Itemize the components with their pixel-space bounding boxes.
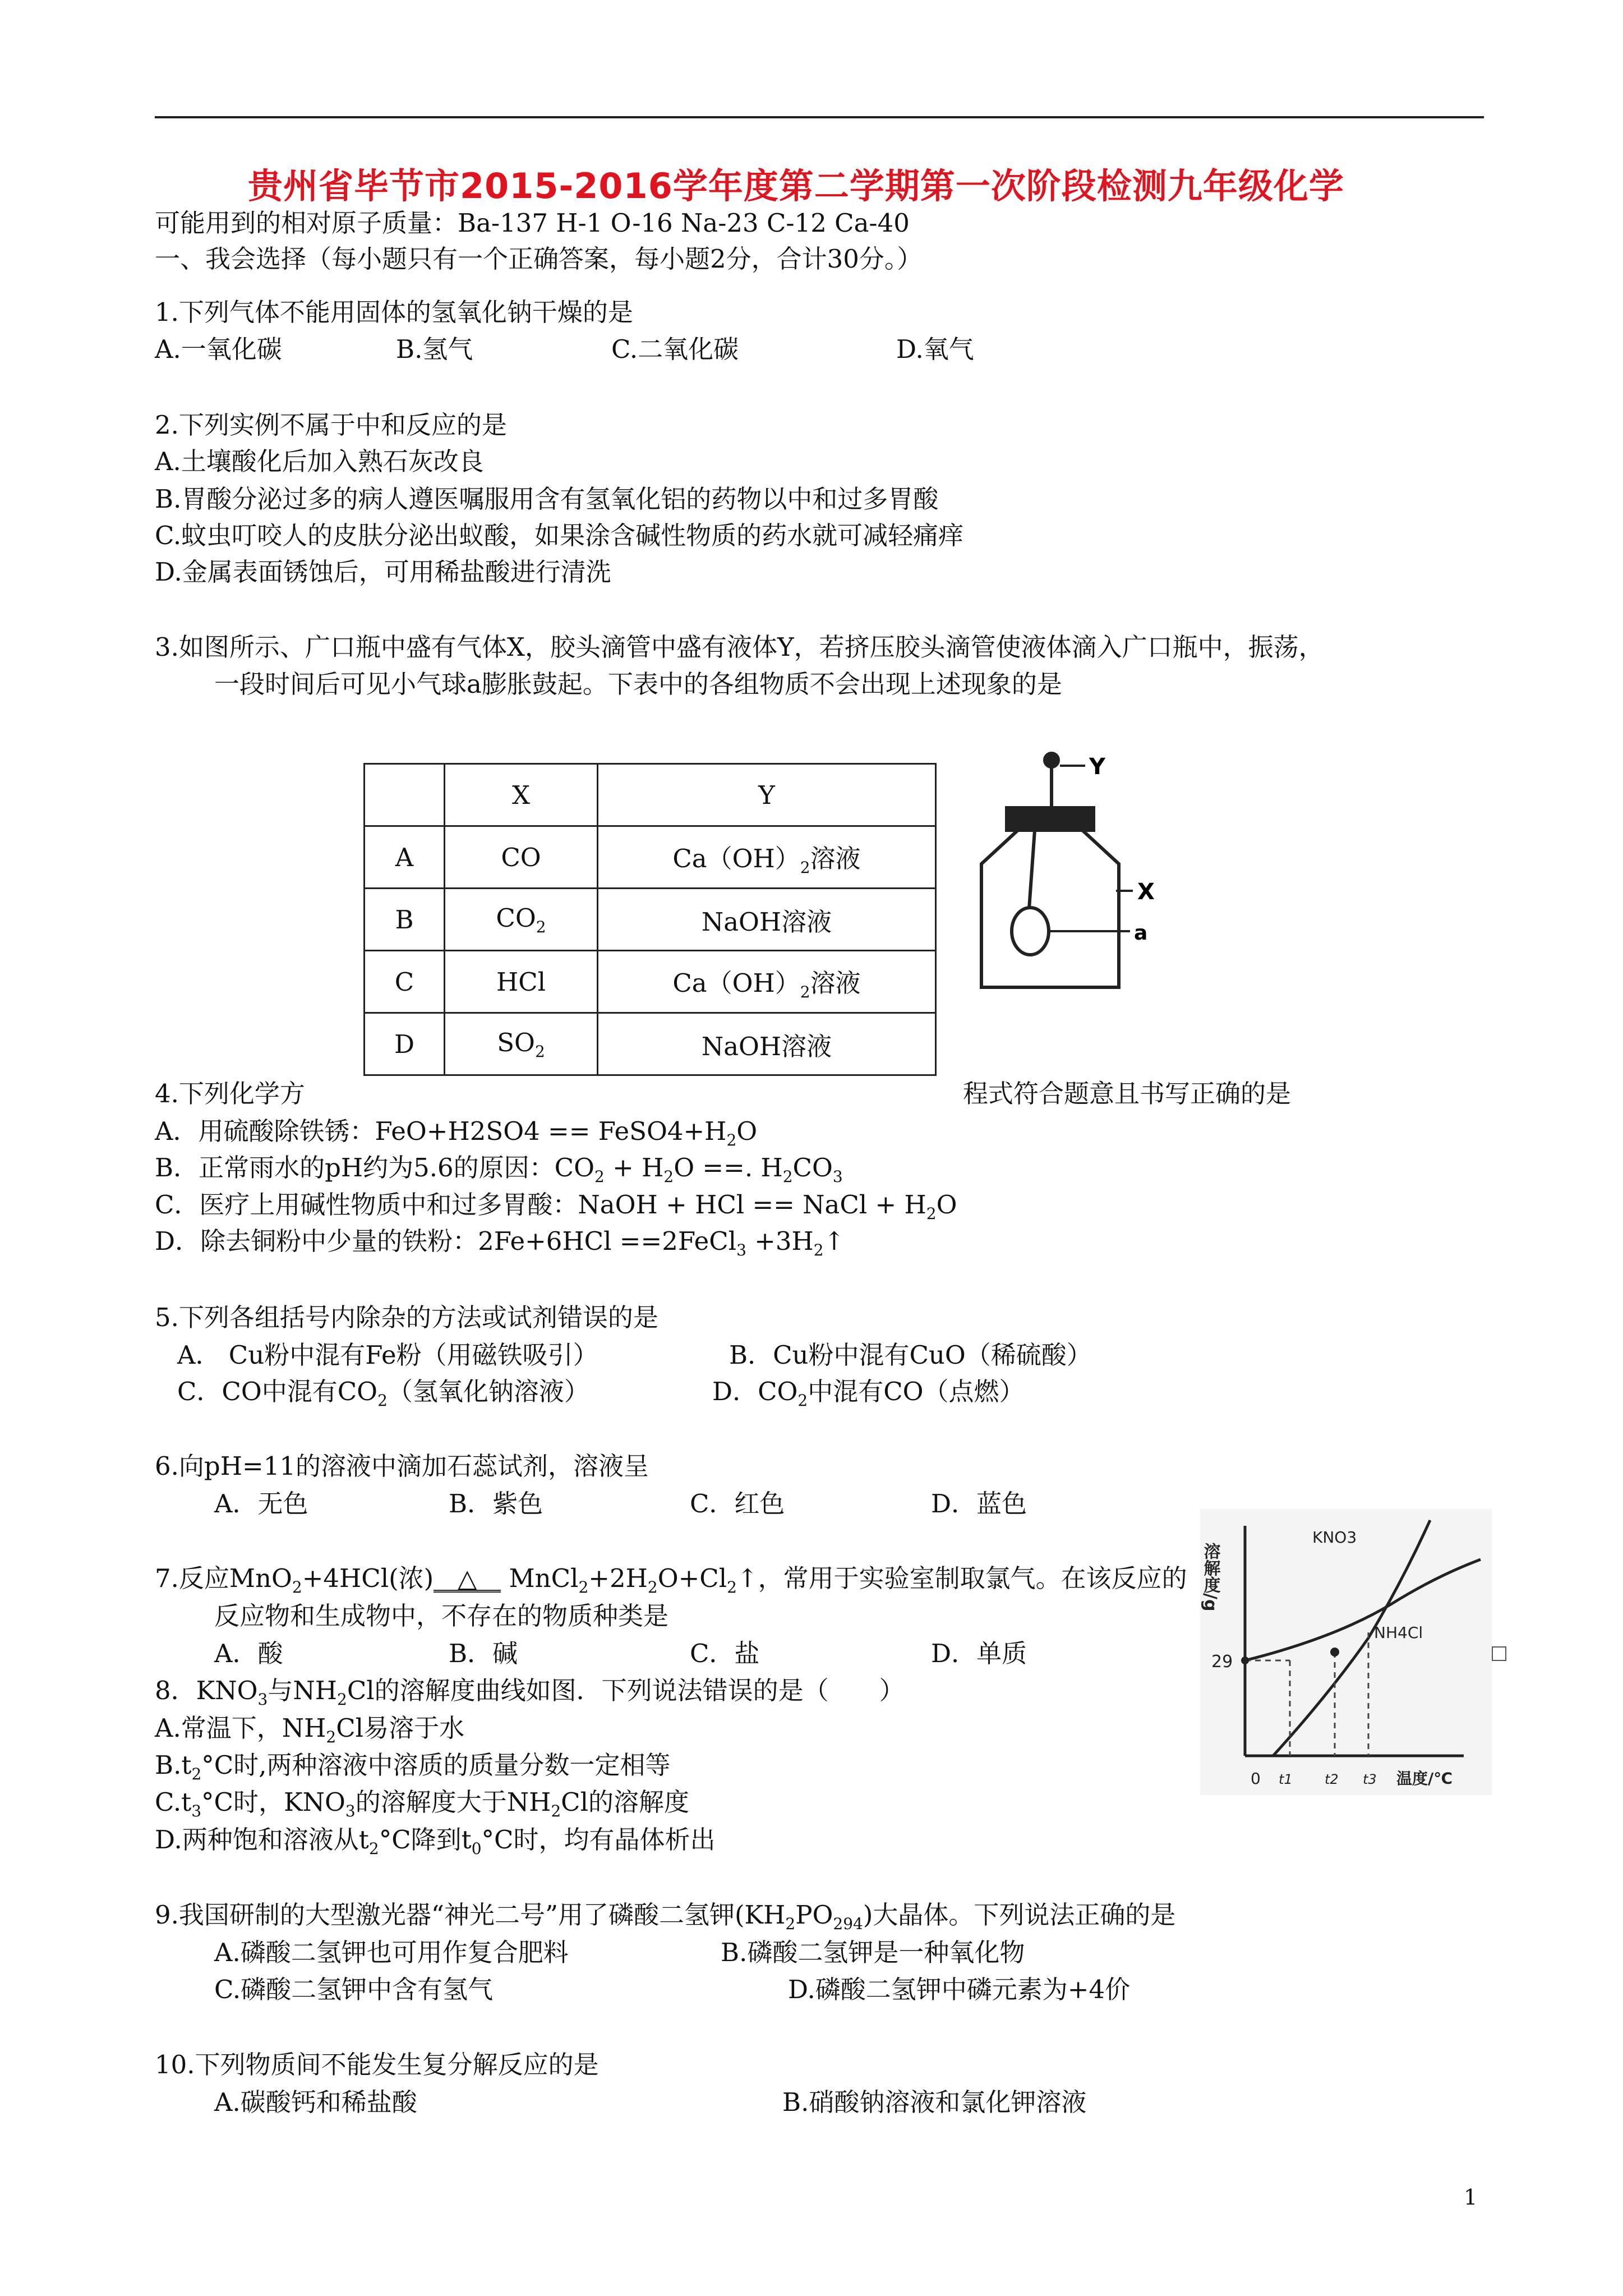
q9-option-d: D.磷酸二氢钾中磷元素为+4价	[788, 1975, 1131, 2004]
q5-option-a: A． Cu粉中混有Fe粉（用磁铁吸引）	[177, 1340, 598, 1370]
q9-option-b: B.磷酸二氢钾是一种氧化物	[721, 1938, 1025, 1967]
q5-option-c: C．CO中混有$CO_2$（氢氧化钠溶液）	[177, 1377, 589, 1410]
q4-stem-left: 4.下列化学方	[155, 1079, 305, 1108]
q9-stem: 9.我国研制的大型激光器“神光二号”用了磷酸二氢钾$(KH_2PO_{294})$大晶体。下列说法正确的是	[155, 1900, 1176, 1933]
q3-table	[363, 763, 937, 1076]
q4-option-b: B．正常雨水的pH约为5.6的原因：$CO_2 + H_2O$ ==. $H_2CO_3$	[155, 1153, 843, 1186]
graph-y-axis-label: 溶解度/g	[1200, 1543, 1220, 1612]
table-row	[365, 1013, 936, 1075]
q6-stem: 6.向pH=11的溶液中滴加石蕊试剂，溶液呈	[155, 1451, 649, 1481]
cell-x: CO	[445, 826, 598, 889]
q9-option-a: A.磷酸二氢钾也可用作复合肥料	[214, 1938, 569, 1967]
graph-t2: t2	[1325, 1772, 1339, 1787]
q10-stem: 10.下列物质间不能发生复分解反应的是	[155, 2050, 599, 2079]
diagram-label-a: a	[1134, 922, 1148, 945]
graph-nh4cl-label: NH4Cl	[1374, 1623, 1423, 1642]
top-rule	[155, 116, 1484, 118]
q4-option-d: D．除去铜粉中少量的铁粉：2Fe+6HCl ==2FeCl$_3$ $+3H_2↑$	[155, 1226, 845, 1259]
q1-option-a: A.一氧化碳	[155, 334, 282, 364]
q2-option-b: B.胃酸分泌过多的病人遵医嘱服用含有氢氧化铝的药物以中和过多胃酸	[155, 484, 939, 514]
graph-kno3-label: KNO3	[1312, 1528, 1357, 1547]
diagram-label-x: X	[1137, 879, 1155, 905]
graph-t3: t3	[1363, 1772, 1377, 1787]
table-header-y: Y	[598, 764, 936, 826]
q8-option-d: D.两种饱和溶液从$t_2^\circ C$降到$t_0^\circ C$时，均有晶体析出	[155, 1825, 716, 1858]
q8-option-a: A.常温下，$NH_2Cl$易溶于水	[155, 1713, 465, 1746]
q8-option-c: $C.t_3^\circ C$时，$KNO_3$的溶解度大于$NH_2Cl$的溶解度	[155, 1787, 689, 1820]
table-header-x: X	[445, 764, 598, 826]
q4-option-a: A．用硫酸除铁锈：$FeO+H2SO4 == FeSO4+H_2O$	[155, 1116, 758, 1149]
q4-option-c: C．医疗上用碱性物质中和过多胃酸：NaOH + HCl == NaCl + $H_2O$	[155, 1190, 957, 1223]
q2-option-c: C.蚊虫叮咬人的皮肤分泌出蚁酸，如果涂含碱性物质的药水就可减轻痛痒	[155, 521, 964, 550]
checkbox-icon	[1492, 1646, 1506, 1661]
table-row	[365, 951, 936, 1013]
cell-x: $CO_2$	[445, 889, 598, 951]
q1-option-b: B.氢气	[396, 334, 473, 364]
graph-origin: 0	[1251, 1769, 1261, 1788]
q8-stem: 8．$KNO_3$与$NH_2Cl$的溶解度曲线如图．下列说法错误的是（ ）	[155, 1676, 905, 1709]
row-label: A	[365, 826, 445, 889]
q2-option-a: A.土壤酸化后加入熟石灰改良	[155, 447, 484, 476]
q2-option-d: D.金属表面锈蚀后，可用稀盐酸进行清洗	[155, 557, 611, 587]
q7-option-a: A．酸	[214, 1639, 283, 1668]
page-title: 贵州省毕节市2015-2016学年度第二学期第一次阶段检测九年级化学	[248, 165, 1344, 206]
diagram-label-y: Y	[1089, 754, 1105, 780]
graph-t1: t1	[1279, 1772, 1293, 1787]
q7-stem-line1: 7.反应MnO$_2$+4HCl(浓) △ $MnCl_2+2H_2O+Cl_2↑$，常用于实验室制取氯气。在该反应的	[155, 1563, 1187, 1596]
q8-option-b: $B.t_2^\circ C$时,两种溶液中溶质的质量分数一定相等	[155, 1750, 671, 1783]
q10-option-b: B.硝酸钠溶液和氯化钾溶液	[782, 2087, 1087, 2117]
cell-y: NaOH溶液	[598, 1013, 936, 1075]
q6-option-b: B．紫色	[449, 1489, 543, 1519]
q1-option-d: D.氧气	[896, 334, 974, 364]
cell-y: $Ca(OH)_2$溶液	[598, 826, 936, 889]
q5-option-b: B．Cu粉中混有CuO（稀硫酸）	[729, 1340, 1092, 1370]
q1-stem: 1.下列气体不能用固体的氢氧化钠干燥的是	[155, 297, 633, 327]
cell-y: $Ca(OH)_2$溶液	[598, 951, 936, 1013]
table-row	[365, 764, 936, 826]
cell-y: NaOH溶液	[598, 889, 936, 951]
q6-option-a: A．无色	[214, 1489, 308, 1519]
q6-option-d: D．蓝色	[931, 1489, 1027, 1519]
cell-x: $SO_2$	[445, 1013, 598, 1075]
table-cell	[365, 764, 445, 826]
q10-option-a: A.碳酸钙和稀盐酸	[214, 2087, 417, 2117]
q5-stem: 5.下列各组括号内除杂的方法或试剂错误的是	[155, 1303, 658, 1332]
page-number: 1	[1464, 2185, 1478, 2210]
q7-stem-line2: 反应物和生成物中，不存在的物质种类是	[214, 1601, 669, 1631]
q6-option-c: C．红色	[690, 1489, 785, 1519]
q7-option-c: C．盐	[690, 1639, 760, 1668]
row-label: D	[365, 1013, 445, 1075]
atomic-masses: 可能用到的相对原子质量：Ba-137 H-1 O-16 Na-23 C-12 Ca-40	[155, 208, 910, 238]
table-row	[365, 889, 936, 951]
section-heading: 一、我会选择（每小题只有一个正确答案，每小题2分，合计30分。）	[155, 244, 923, 274]
bottle-diagram	[965, 740, 1178, 999]
q9-option-c: C.磷酸二氢钾中含有氢气	[214, 1975, 494, 2004]
graph-x-axis-label: 温度/℃	[1396, 1769, 1453, 1788]
heat-condition-symbol: △	[434, 1567, 501, 1593]
row-label: C	[365, 951, 445, 1013]
q3-stem-line2: 一段时间后可见小气球a膨胀鼓起。下表中的各组物质不会出现上述现象的是	[214, 669, 1062, 699]
cell-x: HCl	[445, 951, 598, 1013]
graph-value-29: 29	[1211, 1652, 1233, 1672]
table-row	[365, 826, 936, 889]
solubility-graph	[1200, 1509, 1492, 1795]
q7-option-d: D．单质	[931, 1639, 1027, 1668]
q5-option-d: D．$CO_2$中混有CO（点燃）	[712, 1377, 1025, 1410]
q7-option-b: B．碱	[449, 1639, 518, 1668]
q1-option-c: C.二氧化碳	[611, 334, 739, 364]
q2-stem: 2.下列实例不属于中和反应的是	[155, 410, 507, 440]
q4-stem-right: 程式符合题意且书写正确的是	[963, 1079, 1292, 1108]
q3-stem-line1: 3.如图所示、广口瓶中盛有气体X，胶头滴管中盛有液体Y，若挤压胶头滴管使液体滴入广口瓶中，振荡，	[155, 632, 1324, 662]
row-label: B	[365, 889, 445, 951]
